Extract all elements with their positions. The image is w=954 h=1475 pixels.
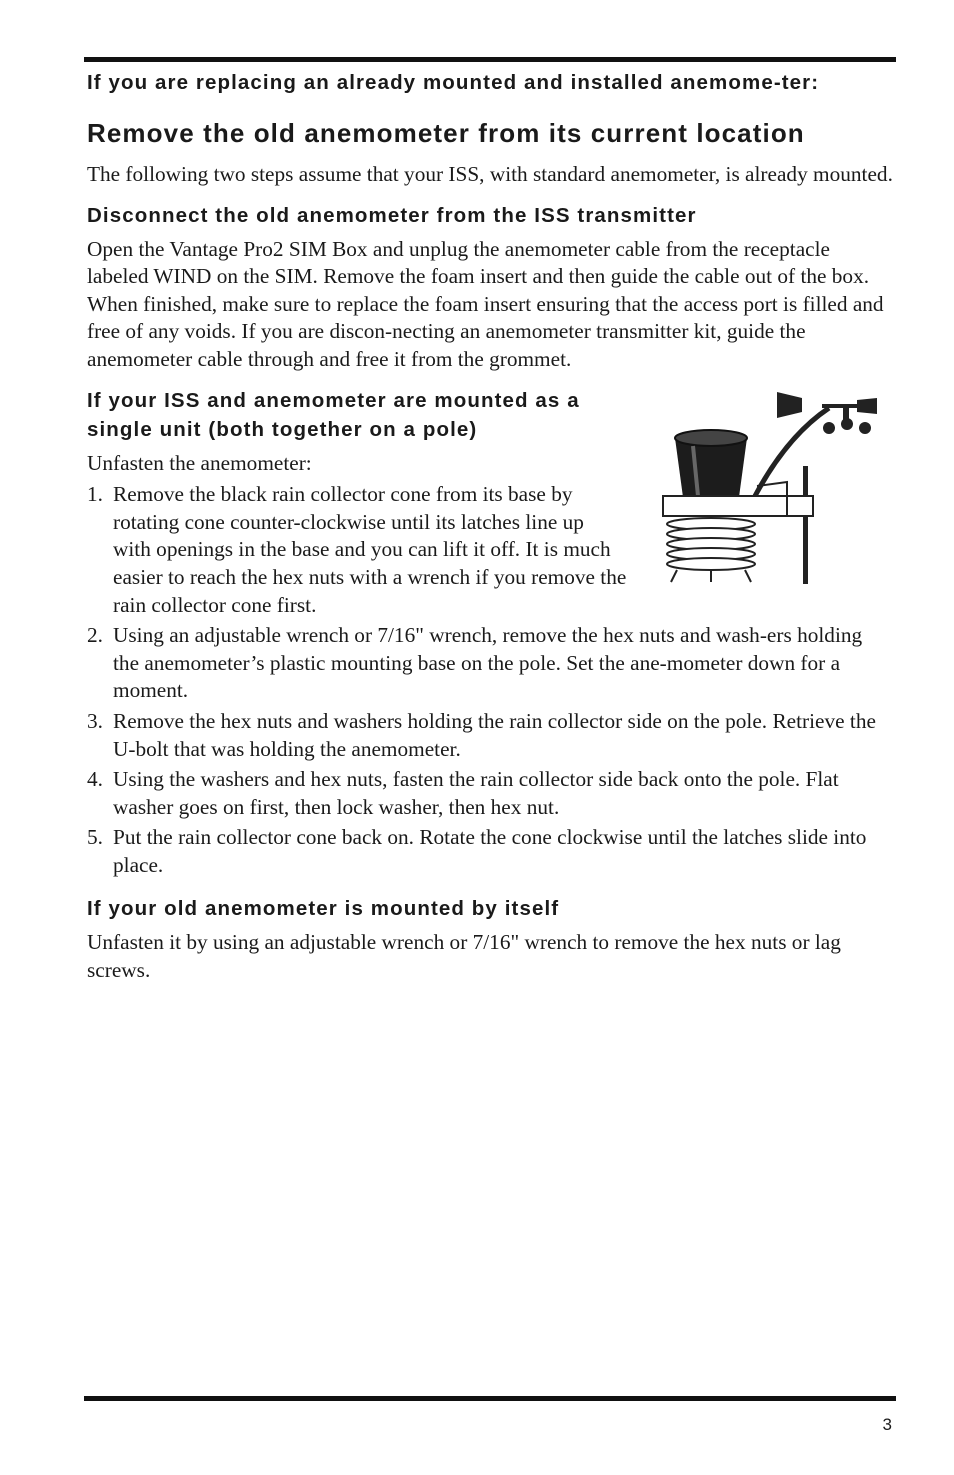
- by-itself-body: Unfasten it by using an adjustable wrench or 7/16" wrench to remove the hex nuts or lag screws.: [87, 930, 841, 983]
- section-title: Remove the old anemometer from its current location: [87, 118, 805, 148]
- single-unit-section: [87, 386, 893, 883]
- list-item: [87, 481, 893, 619]
- step-number: 1.: [87, 482, 103, 507]
- top-rule: [84, 57, 896, 62]
- list-item: [87, 708, 893, 763]
- step-text: Using an adjustable wrench or 7/16" wrench, remove the hex nuts and wash-ers holding the anemometer’s plastic mounting base on the pole. Set the ane-mometer down for a moment.: [113, 623, 863, 703]
- by-itself-title: If your old anemometer is mounted by itself: [87, 897, 560, 921]
- section-intro: The following two steps assume that your ISS, with standard anemometer, is already mounted.: [87, 162, 893, 186]
- list-item: [87, 766, 893, 821]
- disconnect-body: Open the Vantage Pro2 SIM Box and unplug the anemometer cable from the receptacle labeled WIND on the SIM. Remove the foam insert and then guide the cable out of the box. When finished, make sure to replace the foam insert ensuring that the access port is filled and free of any voids. If you are discon-necting an anemometer transmitter kit, guide the anemometer cable through and free it from the grommet.: [87, 236, 884, 371]
- bottom-rule: [84, 1396, 896, 1401]
- step-number: 4.: [87, 767, 103, 792]
- step-text: Using the washers and hex nuts, fasten the rain collector side back onto the pole. Flat washer goes on first, then lock washer, then hex nut.: [113, 767, 839, 819]
- single-unit-title: If your ISS and anemometer are mounted as a single unit (both together on a pole): [87, 388, 580, 441]
- disconnect-title: Disconnect the old anemometer from the ISS transmitter: [87, 203, 697, 227]
- page-content: [87, 68, 893, 985]
- single-unit-steps: [87, 481, 893, 879]
- intro-heading: If you are replacing an already mounted and installed anemome-ter:: [87, 71, 820, 94]
- list-item: [87, 622, 893, 705]
- step-number: 5.: [87, 825, 103, 850]
- step-text: Remove the black rain collector cone from its base by rotating cone counter-clockwise until its latches line up with openings in the base and you can lift it off. It is much easier to reach the hex nuts with a wrench if you remove the rain collector cone first.: [113, 482, 627, 617]
- step-number: 3.: [87, 708, 103, 733]
- step-text: Put the rain collector cone back on. Rotate the cone clockwise until the latches slide into place.: [113, 825, 867, 877]
- step-text: Remove the hex nuts and washers holding the rain collector side on the pole. Retrieve the U-bolt that was holding the anemometer.: [113, 708, 876, 761]
- list-item: [87, 824, 893, 879]
- step-number: 2.: [87, 623, 103, 648]
- page-number: 3: [882, 1415, 892, 1434]
- single-unit-lead: Unfasten the anemometer:: [87, 450, 312, 475]
